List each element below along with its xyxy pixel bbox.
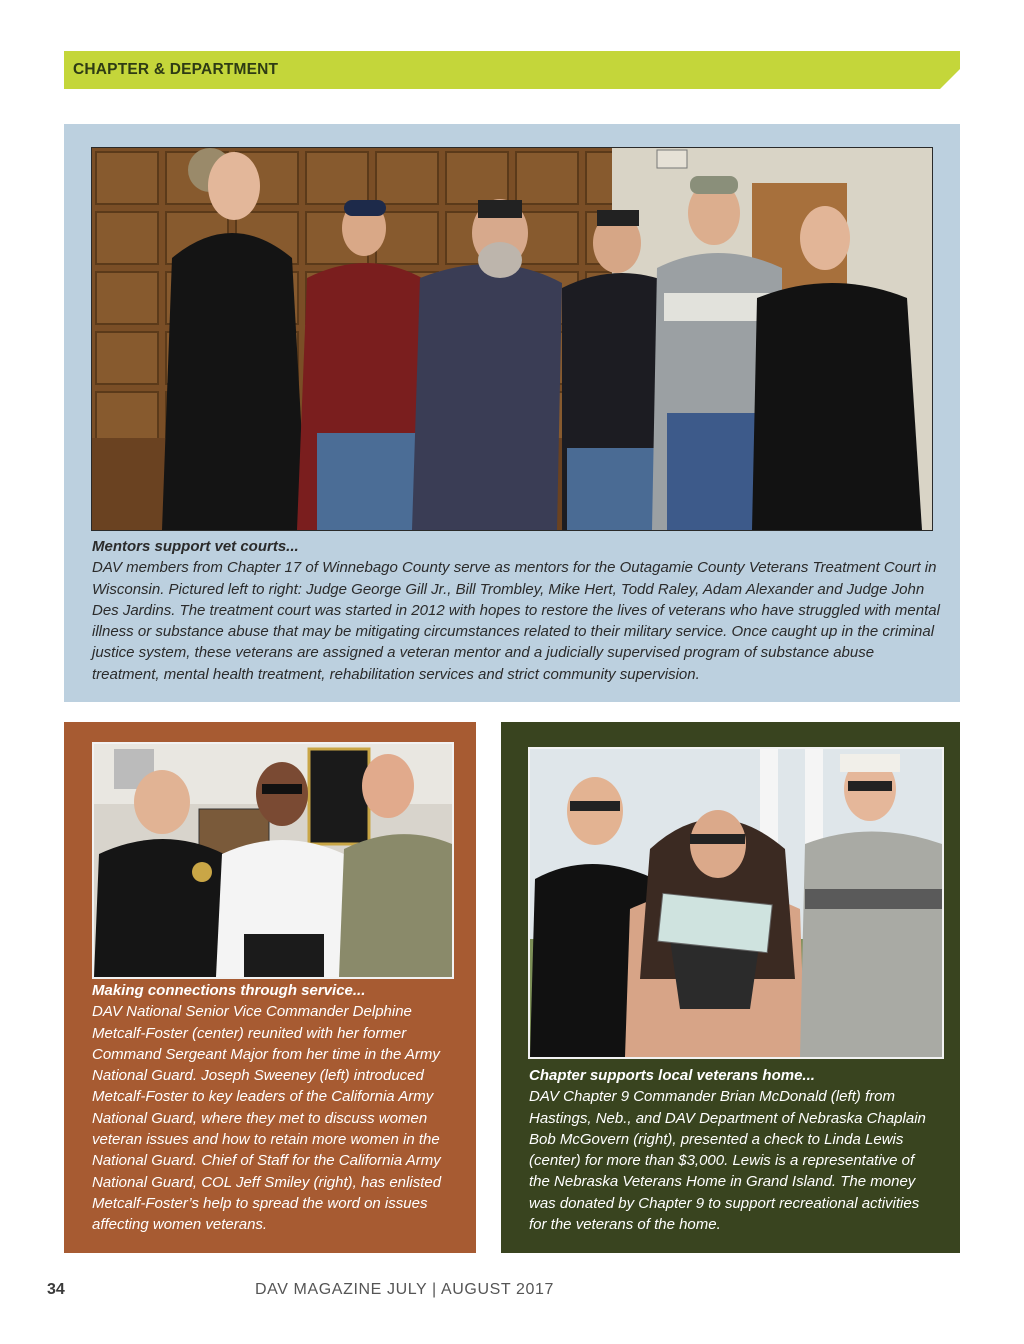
left-caption-body: DAV National Senior Vice Commander Delphine Metcalf-Foster (center) reunited with her former Command Sergeant Major from her time in the Army National Guard. Joseph Sweeney (left) introduced Metcalf-Foster to key leaders of the California Army National Guard, where they met to discuss women veteran issues and how to retain more women in the National Guard. Chief of Staff for the California Army National Guard, COL Jeff Smiley (right), has enlisted Metcalf-Foster’s help to spread the word on issues affecting women veterans. [92, 1003, 442, 1234]
magazine-issue: DAV MAGAZINE JULY | AUGUST 2017 [255, 1281, 554, 1298]
right-caption-body: DAV Chapter 9 Commander Brian McDonald (left) from Hastings, Neb., and DAV Department of Nebraska Chaplain Bob McGovern (right), presented a check to Linda Lewis (center) for more than $3,000. Lewis is a representative of the Nebraska Veterans Home in Grand Island. The money was donated by Chapter 9 to support recreational activities for the veterans of the home. [529, 1088, 926, 1234]
right-caption-title: Chapter supports local veterans home... [529, 1067, 815, 1084]
main-caption-body: DAV members from Chapter 17 of Winnebago County serve as mentors for the Outagamie County Veterans Treatment Court in Wisconsin. Pictured left to right: Judge George Gill Jr., Bill Trombley, Mike Hert, Todd Raley, Adam Alexander and Judge John Des Jardins. The treatment court was started in 2012 with hopes to restore the lives of veterans who have struggled with mental illness or substance abuse that may be mitigating circumstances related to their military service. Once caught up in the criminal justice system, these veterans are assigned a veteran mentor and a judicially supervised program of substance abuse treatment, mental health treatment, rehabilitation services and strict community supervision. [92, 559, 940, 683]
group-photo-courtroom [91, 147, 933, 531]
left-story-panel [64, 722, 476, 1253]
left-caption [92, 980, 462, 1236]
main-caption-title: Mentors support vet courts... [92, 538, 299, 555]
group-photo-check-presentation [528, 747, 944, 1059]
left-caption-title: Making connections through service... [92, 982, 366, 999]
page-number: 34 [47, 1281, 65, 1298]
main-story-panel [64, 124, 960, 702]
section-banner [64, 51, 960, 89]
main-caption [92, 536, 942, 685]
group-photo-office [92, 742, 454, 979]
section-label: CHAPTER & DEPARTMENT [73, 61, 279, 78]
right-story-panel [501, 722, 960, 1253]
right-caption [529, 1065, 939, 1235]
